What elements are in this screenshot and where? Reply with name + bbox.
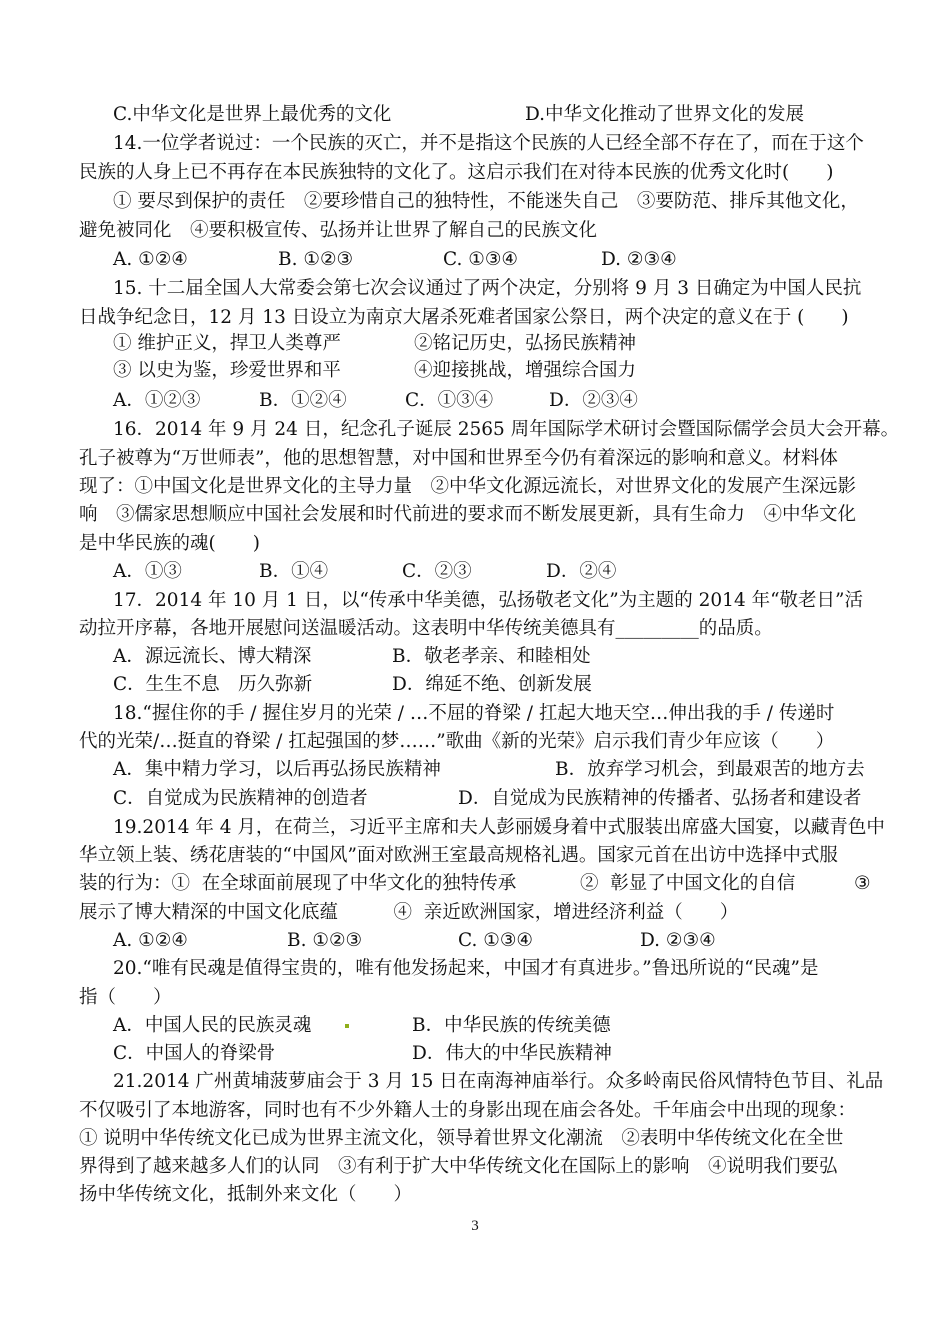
q14-option-d: D. ②③④ [601,249,677,270]
q18-option-c: C．自觉成为民族精神的创造者 [113,788,368,809]
q16-line-3: 现了：①中国文化是世界文化的主导力量 ②中华文化源远流长，对世界文化的发展产生深远影 [79,476,857,497]
q21-line-2: 不仅吸引了本地游客，同时也有不少外籍人士的身影出现在庙会各处。千年庙会中出现的现象： [79,1100,857,1121]
q16-line-4: 响 ③儒家思想顺应中国社会发展和时代前进的要求而不断发展更新，具有生命力 ④中华文化 [79,504,857,525]
q16-line-5: 是中华民族的魂( ) [79,533,260,554]
q14-line-4: 避免被同化 ④要积极宣传、弘扬并让世界了解自己的民族文化 [79,220,598,241]
q21-line-5: 扬中华传统文化，抵制外来文化（ ） [79,1184,413,1205]
q13-option-d: D.中华文化推动了世界文化的发展 [525,104,805,125]
q15-option-a: A．①②③ [113,390,201,411]
q19-line-3-part-2: ② 彰显了中国文化的自信 [580,873,796,894]
q17-line-2: 动拉开序幕，各地开展慰问送温暖活动。这表明中华传统美德具有_________的品质。 [79,618,773,639]
q15-line-2: 日战争纪念日，12 月 13 日设立为南京大屠杀死难者国家公祭日，两个决定的意义在于 ( ) [79,307,849,328]
q17-option-b: B．敬老孝亲、和睦相处 [392,646,591,667]
q17-option-c: C．生生不息 历久弥新 [113,674,313,695]
q14-option-b: B. ①②③ [278,249,354,270]
q18-option-d: D．自觉成为民族精神的传播者、弘扬者和建设者 [458,788,862,809]
q19-line-1: 19.2014 年 4 月，在荷兰，习近平主席和夫人彭丽媛身着中式服装出席盛大国宴，以藏青色中 [113,817,885,838]
q20-option-a: A．中国人民的民族灵魂 [113,1015,312,1036]
q16-line-2: 孔子被尊为“万世师表”，他的思想智慧，对中国和世界至今仍有着深远的影响和意义。材料体 [79,448,838,469]
q18-line-1: 18.“握住你的手 / 握住岁月的光荣 / …不屈的脊梁 / 扛起大地天空…伸出我的手 / 传递时 [113,703,835,724]
q15-statement-2: ②铭记历史，弘扬民族精神 [414,333,637,354]
q17-option-a: A．源远流长、博大精深 [113,646,312,667]
q18-line-2: 代的光荣/…挺直的脊梁 / 扛起强国的梦……”歌曲《新的光荣》启示我们青少年应该（ ） [79,731,835,752]
q20-option-c: C．中国人的脊梁骨 [113,1043,276,1064]
q19-option-d: D. ②③④ [640,930,716,951]
q14-line-1: 14.一位学者说过：一个民族的灭亡，并不是指这个民族的人已经全部不存在了，而在于这个 [113,133,864,154]
q15-statement-3: ③ 以史为鉴，珍爱世界和平 [113,360,341,381]
q21-line-1: 21.2014 广州黄埔菠萝庙会于 3 月 15 日在南海神庙举行。众多岭南民俗风情特色节目、礼品 [113,1071,884,1092]
q13-option-c: C.中华文化是世界上最优秀的文化 [113,104,392,125]
q19-line-3-part-1: 装的行为：① 在全球面前展现了中华文化的独特传承 [79,873,517,894]
green-dot-mark [345,1024,349,1028]
q19-option-c: C. ①③④ [458,930,534,951]
q19-option-a: A. ①②④ [113,930,188,951]
q17-line-1: 17．2014 年 10 月 1 日，以“传承中华美德，弘扬敬老文化”为主题的 2014 年“敬老日”活 [113,590,864,611]
q14-line-3: ① 要尽到保护的责任 ②要珍惜自己的独特性，不能迷失自己 ③要防范、排斥其他文化， [113,191,859,212]
q19-line-2: 华立领上装、绣花唐装的“中国风”面对欧洲王室最高规格礼遇。国家元首在出访中选择中式服 [79,845,838,866]
q18-option-b: B．放弃学习机会，到最艰苦的地方去 [555,759,865,780]
q14-line-2: 民族的人身上已不再存在本民族独特的文化了。这启示我们在对待本民族的优秀文化时( ) [79,162,834,183]
q15-option-b: B．①②④ [259,390,347,411]
q18-option-a: A．集中精力学习，以后再弘扬民族精神 [113,759,441,780]
q15-statement-1: ① 维护正义，捍卫人类尊严 [113,333,341,354]
q15-line-1: 15. 十二届全国人大常委会第七次会议通过了两个决定，分别将 9 月 3 日确定为中国人民抗 [113,278,862,299]
q15-option-c: C．①③④ [405,390,494,411]
q16-option-a: A．①③ [113,561,182,582]
q16-option-c: C．②③ [402,561,472,582]
q20-option-b: B．中华民族的传统美德 [412,1015,611,1036]
q16-option-b: B．①④ [259,561,329,582]
q14-option-a: A. ①②④ [113,249,188,270]
page-number: 3 [471,1218,479,1234]
q21-line-4: 界得到了越来越多人们的认同 ③有利于扩大中华传统文化在国际上的影响 ④说明我们要弘 [79,1156,838,1177]
q19-line-4: 展示了博大精深的中国文化底蕴 ④ 亲近欧洲国家，增进经济利益（ ） [79,902,739,923]
q19-option-b: B. ①②③ [287,930,363,951]
q19-line-3-part-3: ③ [854,873,871,894]
q16-option-d: D．②④ [546,561,617,582]
q16-line-1: 16．2014 年 9 月 24 日，纪念孔子诞辰 2565 周年国际学术研讨会暨国际儒学会员大会开幕。 [113,419,900,440]
q15-option-d: D．②③④ [549,390,638,411]
q20-line-1: 20.“唯有民魂是值得宝贵的，唯有他发扬起来，中国才有真进步。”鲁迅所说的“民魂”是 [113,958,819,979]
q21-line-3: ① 说明中华传统文化已成为世界主流文化，领导着世界文化潮流 ②表明中华传统文化在全世 [79,1128,844,1149]
q14-option-c: C. ①③④ [443,249,519,270]
q20-option-d: D．伟大的中华民族精神 [412,1043,612,1064]
q15-statement-4: ④迎接挑战，增强综合国力 [414,360,637,381]
q17-option-d: D．绵延不绝、创新发展 [392,674,592,695]
q20-line-2: 指（ ） [79,987,172,1008]
